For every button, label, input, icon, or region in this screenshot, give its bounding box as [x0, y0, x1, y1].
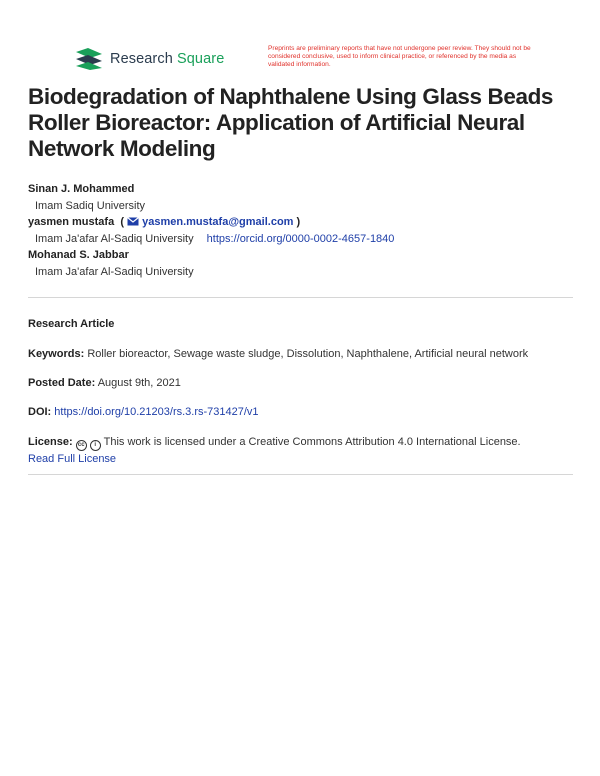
posted-date-value: August 9th, 2021 — [97, 377, 181, 389]
author-entry — [28, 247, 578, 280]
posted-date-row — [28, 375, 578, 391]
orcid-link[interactable]: https://orcid.org/0000-0002-4657-1840 — [206, 233, 395, 245]
author-affiliation: Imam Ja'afar Al-Sadiq University — [35, 233, 194, 245]
license-text: This work is licensed under a Creative Commons Attribution 4.0 International License. — [103, 436, 521, 448]
paper-title: Biodegradation of Naphthalene Using Glass Beads Roller Bioreactor: Application of Artificial Neural Network Modeling — [28, 84, 554, 161]
author-affiliation-row — [28, 231, 578, 247]
license-row — [28, 434, 578, 467]
author-list — [28, 181, 578, 280]
envelope-icon — [127, 217, 139, 226]
author-name-row: yasmen mustafa ( yasmen.mustafa@gmail.com ) — [28, 216, 301, 228]
author-name: Sinan J. Mohammed — [28, 183, 135, 195]
research-square-logo-icon — [74, 48, 104, 70]
author-affiliation: Imam Sadiq University — [35, 200, 146, 212]
keywords-label: Keywords: — [28, 348, 85, 360]
author-email-link[interactable]: yasmen.mustafa@gmail.com — [142, 216, 294, 228]
article-type: Research Article — [28, 318, 115, 330]
doi-link[interactable]: https://doi.org/10.21203/rs.3.rs-731427/v1 — [54, 406, 259, 418]
author-entry — [28, 214, 578, 247]
license-label: License: — [28, 436, 73, 448]
attribution-icon: i — [90, 440, 101, 451]
cc-icon: cc — [76, 440, 87, 451]
author-name: yasmen mustafa — [28, 216, 115, 228]
divider — [28, 297, 573, 298]
keywords-row — [28, 346, 578, 362]
divider — [28, 474, 573, 475]
author-entry — [28, 181, 578, 214]
posted-date-label: Posted Date: — [28, 377, 96, 389]
author-affiliation: Imam Ja'afar Al-Sadiq University — [35, 266, 194, 278]
preprint-disclaimer: Preprints are preliminary reports that have not undergone peer review. They should not be considered conclusive, used to inform clinical practice, or referenced by the media as validated information. — [268, 45, 531, 68]
doi-label: DOI: — [28, 406, 52, 418]
read-full-license-link[interactable]: Read Full License — [28, 453, 117, 465]
research-square-logo[interactable] — [74, 48, 224, 70]
keywords-value: Roller bioreactor, Sewage waste sludge, Dissolution, Naphthalene, Artificial neural network — [87, 348, 529, 360]
author-name: Mohanad S. Jabbar — [28, 249, 129, 261]
doi-row — [28, 404, 578, 420]
logo-wordmark: Research Square — [110, 51, 225, 67]
